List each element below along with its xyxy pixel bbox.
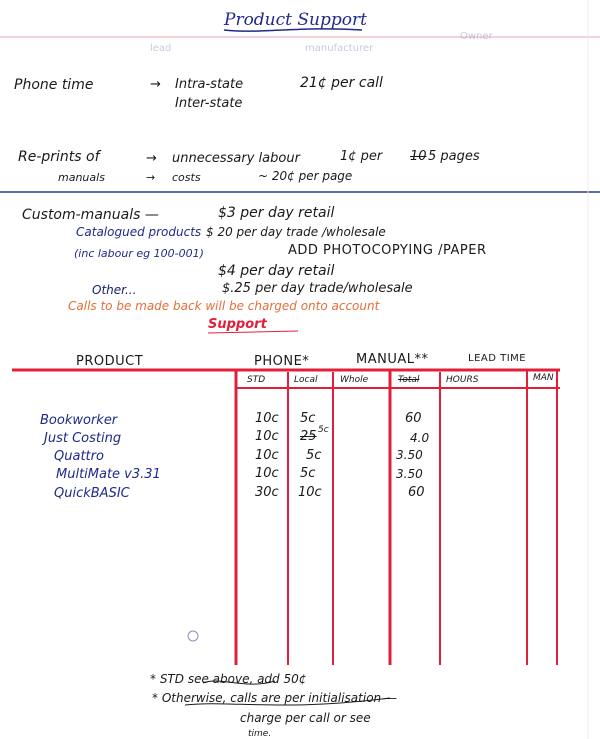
faint-header-manufacturer: manufacturer (305, 43, 374, 54)
intra-state-rate: 21¢ per call (300, 75, 383, 91)
faint-header-owner: Owner (460, 31, 493, 42)
row-total-just-costing: 4.0 (410, 431, 430, 445)
intra-state-label: Intra-state (175, 77, 244, 92)
page-title: Product Support (224, 10, 367, 30)
row-std-multimate: 10c (255, 466, 279, 481)
labour-rate-tail: 5 pages (428, 149, 480, 164)
row-product-multimate: MultiMate v3.31 (56, 467, 161, 482)
row-local-struck-just-costing: 25 (300, 429, 317, 444)
other-label: Other... (92, 283, 137, 297)
custom-manuals-label: Custom-manuals — (22, 207, 159, 223)
header-product: PRODUCT (76, 354, 144, 369)
row-product-just-costing: Just Costing (44, 431, 122, 446)
header-manual: MANUAL** (356, 352, 429, 367)
costs-label: costs (172, 171, 201, 184)
row-std-quattro: 10c (255, 448, 279, 463)
phone-time-label: Phone time (14, 77, 94, 93)
row-total-bookworker: 60 (405, 411, 422, 426)
row-total-quattro: 3.50 (396, 448, 423, 462)
row-local-quattro: 5c (306, 448, 322, 463)
subheader-hours: HOURS (446, 375, 479, 385)
support-heading: Support (208, 317, 267, 332)
other-rate: $.25 per day trade/wholesale (222, 281, 413, 296)
reprints-arrow-1: → (146, 151, 157, 166)
row-total-multimate: 3.50 (396, 467, 423, 481)
reprints-sublabel: manuals (58, 171, 105, 184)
catalogued-products-label: Catalogued products (76, 225, 202, 239)
row-local-just-costing: 5c (318, 425, 329, 435)
costs-rate: ~ 20¢ per page (258, 169, 353, 183)
row-product-bookworker: Bookworker (40, 413, 118, 428)
punch-mark (188, 631, 198, 641)
row-local-multimate: 5c (300, 466, 316, 481)
reprints-label: Re-prints of (18, 149, 100, 165)
inc-labour-note: (inc labour eg 100-001) (74, 247, 204, 260)
footnote-2: * Otherwise, calls are per initialisation — (152, 691, 397, 705)
add-photocopying-note: ADD PHOTOCOPYING /PAPER (288, 243, 487, 258)
labour-rate: 1¢ per (340, 149, 383, 164)
row-local-quickbasic: 10c (298, 485, 322, 500)
header-lead-time: LEAD TIME (468, 353, 527, 364)
labour-rate-struck: 10 (410, 149, 427, 164)
unnecessary-labour: unnecessary labour (172, 151, 300, 166)
footnote-4: time. (248, 729, 272, 739)
footnote-1: * STD see above, add 50¢ (150, 672, 307, 686)
subheader-local: Local (294, 375, 318, 385)
header-phone: PHONE* (254, 354, 310, 369)
calls-charged-note: Calls to be made back will be charged onto account (68, 299, 380, 313)
reprints-arrow-2: → (146, 171, 156, 184)
row-std-just-costing: 10c (255, 429, 279, 444)
row-total-quickbasic: 60 (408, 485, 425, 500)
phone-time-arrow: → (150, 77, 161, 92)
subheader-std: STD (247, 375, 266, 385)
custom-retail-rate-2: $4 per day retail (218, 263, 335, 279)
subheader-total: Total (398, 375, 420, 385)
subheader-man: MAN (533, 373, 554, 383)
row-product-quattro: Quattro (54, 449, 104, 464)
inter-state-label: Inter-state (175, 96, 243, 111)
footnote-3: charge per call or see (240, 711, 371, 725)
row-product-quickbasic: QuickBASIC (54, 486, 130, 501)
faint-header-lead: lead (150, 43, 172, 54)
row-local-bookworker: 5c (300, 411, 316, 426)
subheader-whole: Whole (340, 375, 369, 385)
row-std-quickbasic: 30c (255, 485, 279, 500)
catalogued-rate: $ 20 per day trade /wholesale (206, 225, 386, 239)
row-std-bookworker: 10c (255, 411, 279, 426)
custom-retail-rate: $3 per day retail (218, 205, 335, 221)
